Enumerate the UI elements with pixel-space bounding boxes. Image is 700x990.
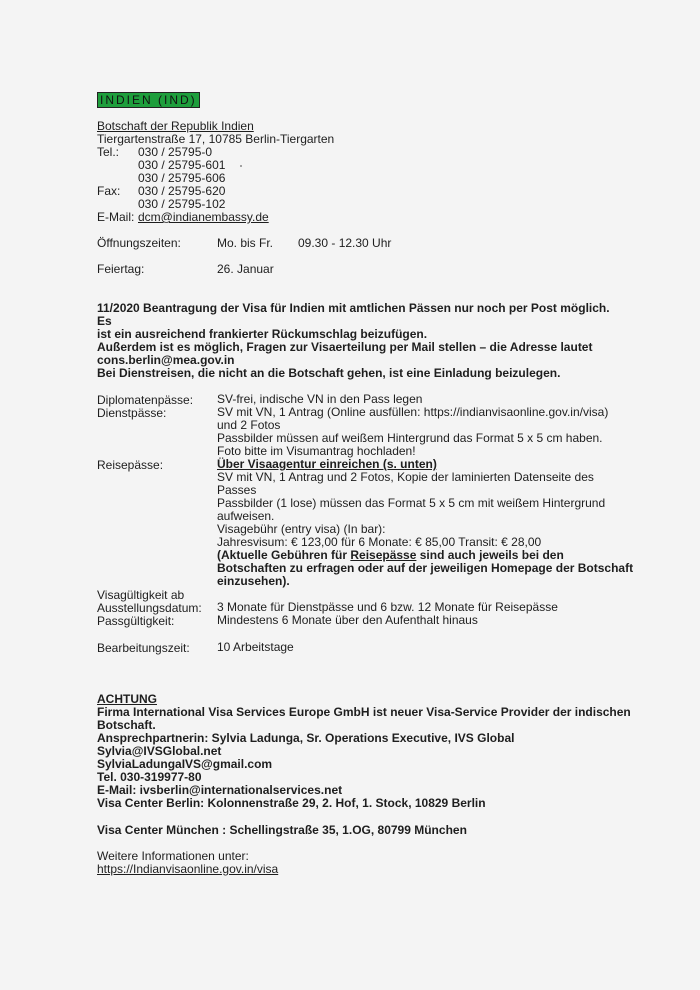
reise-line: Botschaften zu erfragen oder auf der jeweiligen Homepage der Botschaft (217, 561, 634, 575)
attention-heading: ACHTUNG (97, 692, 157, 706)
reise-line: Passbilder (1 lose) müssen das Format 5 x 5 cm mit weißem Hintergrund (217, 496, 606, 510)
embassy-address: Tiergartenstraße 17, 10785 Berlin-Tiergarten (97, 132, 335, 146)
fax-number: 030 / 25795-102 (138, 197, 226, 211)
holiday-row (97, 263, 657, 276)
notice-line: ist ein ausreichend frankierter Rückumschlag beizufügen. (97, 327, 428, 341)
dienst-value (217, 406, 647, 458)
reise-line: SV mit VN, 1 Antrag und 2 Fotos, Kopie der laminierten Datenseite des (217, 470, 594, 484)
validity-value: 3 Monate für Dienstpässe und 6 bzw. 12 Monate für Reisepässe (217, 600, 558, 614)
tel-label: Tel.: (97, 145, 120, 159)
attention-line: Tel. 030-319977-80 (97, 770, 202, 784)
reise-text: sind auch jeweils bei den (416, 548, 564, 562)
proc-value: 10 Arbeitstage (217, 640, 294, 654)
holiday-date: 26. Januar (217, 262, 274, 276)
tel-number: 030 / 25795-606 (138, 171, 226, 185)
validity-label: Ausstellungsdatum: (97, 601, 202, 615)
dienst-line: Foto bitte im Visumantrag hochladen! (217, 444, 416, 458)
more-info: Weitere Informationen unter: (97, 849, 249, 863)
dienst-line: und 2 Fotos (217, 418, 281, 432)
reise-emph: Reisepässe (350, 548, 417, 562)
dienst-label: Dienstpässe: (97, 406, 167, 420)
notice-email: cons.berlin@mea.gov.in (97, 353, 235, 367)
dienst-line: Passbilder müssen auf weißem Hintergrund das Format 5 x 5 cm haben. (217, 431, 603, 445)
reise-line: einzusehen). (217, 574, 290, 588)
notice-line: Außerdem ist es möglich, Fragen zur Visaerteilung per Mail stellen – die Adresse lautet (97, 340, 593, 354)
dienst-line: SV mit VN, 1 Antrag (Online ausfüllen: https://indianvisaonline.gov.in/visa) (217, 405, 609, 419)
attention-line: Visa Center Berlin: Kolonnenstraße 29, 2. Hof, 1. Stock, 10829 Berlin (97, 796, 486, 810)
hours-time: 09.30 - 12.30 Uhr (298, 236, 392, 250)
diplomat-label: Diplomatenpässe: (97, 393, 194, 407)
invitation-notice: Bei Dienstreisen, die nicht an die Botschaft gehen, ist eine Einladung beizulegen. (97, 366, 561, 380)
email-label: E-Mail: (97, 210, 135, 224)
reise-line: Über Visaagentur einreichen (s. unten) (217, 457, 437, 471)
attention-line: E-Mail: ivsberlin@internationalservices.net (97, 783, 343, 797)
embassy-name: Botschaft der Republik Indien (97, 119, 254, 133)
visa-link[interactable]: https://Indianvisaonline.gov.in/visa (97, 862, 279, 876)
attention-block (97, 706, 637, 810)
fax-number: 030 / 25795-620 (138, 184, 226, 198)
diplomat-value: SV-frei, indische VN in den Pass legen (217, 392, 423, 406)
attention-line: SylviaLadungaIVS@gmail.com (97, 757, 273, 771)
holiday-label: Feiertag: (97, 262, 145, 276)
email-link[interactable]: dcm@indianembassy.de (138, 210, 269, 224)
tel-number: 030 / 25795-601 (138, 158, 226, 172)
reise-fees: Jahresvisum: € 123,00 für 6 Monate: € 85,00 Transit: € 28,00 (217, 535, 542, 549)
attention-line: Ansprechpartnerin: Sylvia Ladunga, Sr. Operations Executive, IVS Global (97, 731, 515, 745)
attention-line: Sylvia@IVSGlobal.net (97, 744, 222, 758)
attention-line: Botschaft. (97, 718, 156, 732)
fax-label: Fax: (97, 184, 121, 198)
hours-days: Mo. bis Fr. (217, 236, 274, 250)
reise-line: Visagebühr (entry visa) (In bar): (217, 522, 386, 536)
reise-value (217, 458, 647, 588)
reise-line: aufweisen. (217, 509, 275, 523)
scan-speck (240, 165, 242, 167)
pass-label: Passgültigkeit: (97, 614, 175, 628)
reise-label: Reisepässe: (97, 458, 164, 472)
reise-text: (Aktuelle Gebühren für (217, 548, 351, 562)
hours-label: Öffnungszeiten: (97, 236, 181, 250)
attention-line: Firma International Visa Services Europe GmbH ist neuer Visa-Service Provider der indischen (97, 705, 631, 719)
pass-value: Mindestens 6 Monate über den Aufenthalt hinaus (217, 613, 478, 627)
tel-number: 030 / 25795-0 (138, 145, 213, 159)
visa-center-munich: Visa Center München : Schellingstraße 35, 1.OG, 80799 München (97, 823, 467, 837)
validity-label: Visagültigkeit ab (97, 588, 185, 602)
reise-line: Passes (217, 483, 257, 497)
country-title: INDIEN (IND) (97, 92, 200, 108)
notice-block (97, 302, 617, 367)
hours-row (97, 237, 657, 250)
email-row (97, 211, 657, 224)
proc-label: Bearbeitungszeit: (97, 641, 190, 655)
notice-line: 11/2020 Beantragung der Visa für Indien mit amtlichen Pässen nur noch per Post möglich. Es (97, 301, 610, 328)
